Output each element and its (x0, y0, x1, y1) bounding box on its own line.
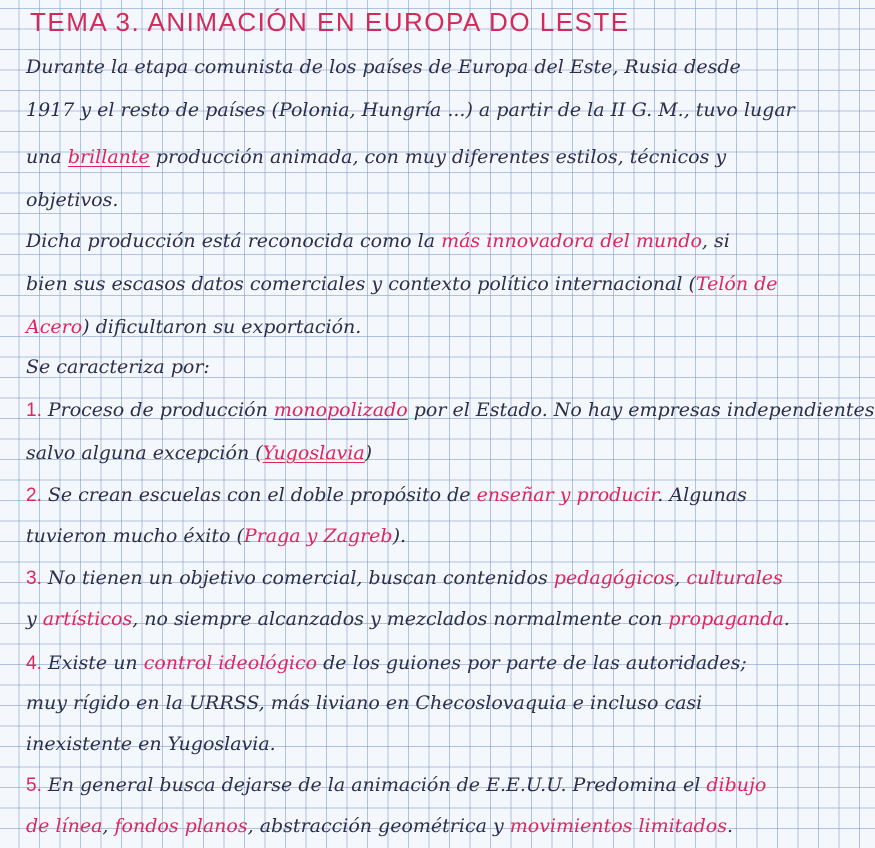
text-line-5 (26, 226, 796, 256)
line-text: por el Estado. No hay empresas independientes (407, 399, 875, 421)
list-number: 5. (26, 775, 42, 796)
highlight-text: Yugoslavia (262, 442, 365, 464)
highlight-text: culturales (686, 567, 783, 589)
highlight-text: brillante (67, 146, 150, 168)
list-number: 3. (26, 568, 42, 589)
text-line-15 (26, 648, 796, 678)
text-line-4 (26, 185, 796, 215)
line-text: muy rígido en la URRSS, más liviano en Checoslovaquia e incluso casi (26, 692, 703, 714)
line-text: Durante la etapa comunista de los países de Europa del Este, Rusia desde (26, 56, 741, 78)
text-line-14 (26, 604, 796, 634)
line-text: Se crean escuelas con el doble propósito de (47, 484, 477, 506)
line-text: 1917 y el resto de países (Polonia, Hungría ...) a partir de la II G. M., tuvo lugar (26, 99, 795, 121)
line-text: una (26, 146, 68, 168)
highlight-text: más innovadora del mundo (441, 230, 702, 252)
line-text: Existe un (47, 652, 144, 674)
text-line-8 (26, 352, 796, 382)
line-text: . (727, 815, 734, 837)
line-text: Se caracteriza por: (26, 356, 210, 378)
line-text: ) dificultaron su exportación. (82, 316, 362, 338)
highlight-text: dibujo (706, 774, 767, 796)
line-text: , si (701, 230, 730, 252)
highlight-text: artísticos (42, 608, 133, 630)
text-line-16 (26, 688, 796, 718)
line-text: . (783, 608, 790, 630)
line-text: tuvieron mucho éxito ( (26, 525, 244, 547)
text-line-17 (26, 729, 796, 759)
line-text: producción animada, con muy diferentes estilos, técnicos y (149, 146, 727, 168)
page-title: TEMA 3. ANIMACIÓN EN EUROPA DO LESTE (30, 7, 630, 37)
highlight-text: enseñar y producir (476, 484, 658, 506)
highlight-text: monopolizado (273, 399, 408, 421)
line-text: Proceso de producción (47, 399, 274, 421)
list-number: 1. (26, 400, 42, 421)
highlight-text: Acero (26, 316, 83, 338)
highlight-text: pedagógicos (553, 567, 675, 589)
line-text: ). (392, 525, 407, 547)
line-text: . Algunas (657, 484, 747, 506)
text-line-19 (26, 811, 796, 841)
line-text: y (26, 608, 43, 630)
text-line-13 (26, 563, 796, 593)
text-line-7 (26, 312, 796, 342)
line-text: , no siempre alcanzados y mezclados normalmente con (132, 608, 669, 630)
line-text: inexistente en Yugoslavia. (26, 733, 276, 755)
text-line-11 (26, 480, 796, 510)
highlight-text: Praga y Zagreb (243, 525, 393, 547)
line-text: ) (364, 442, 373, 464)
text-line-3 (26, 142, 796, 172)
highlight-text: propaganda (668, 608, 784, 630)
line-text: , abstracción geométrica y (247, 815, 510, 837)
text-line-1 (26, 52, 796, 82)
line-text: , (674, 567, 687, 589)
list-number: 4. (26, 653, 42, 674)
line-text: de los guiones por parte de las autoridades; (317, 652, 747, 674)
line-text: No tienen un objetivo comercial, buscan contenidos (47, 567, 554, 589)
text-line-6 (26, 269, 796, 299)
text-line-2 (26, 95, 796, 125)
line-text: objetivos. (26, 189, 119, 211)
highlight-text: control ideológico (143, 652, 318, 674)
highlight-text: movimientos limitados (509, 815, 728, 837)
line-text: Dicha producción está reconocida como la (26, 230, 442, 252)
line-text: , (102, 815, 115, 837)
highlight-text: fondos planos (114, 815, 248, 837)
line-text: En general busca dejarse de la animación de E.E.U.U. Predomina el (47, 774, 707, 796)
text-line-10 (26, 438, 796, 468)
text-line-9 (26, 395, 875, 425)
line-text: salvo alguna excepción ( (26, 442, 263, 464)
list-number: 2. (26, 485, 42, 506)
text-line-18 (26, 770, 796, 800)
text-line-12 (26, 521, 796, 551)
line-text: bien sus escasos datos comerciales y contexto político internacional ( (26, 273, 696, 295)
highlight-text: de línea (26, 815, 103, 837)
highlight-text: Telón de (695, 273, 778, 295)
